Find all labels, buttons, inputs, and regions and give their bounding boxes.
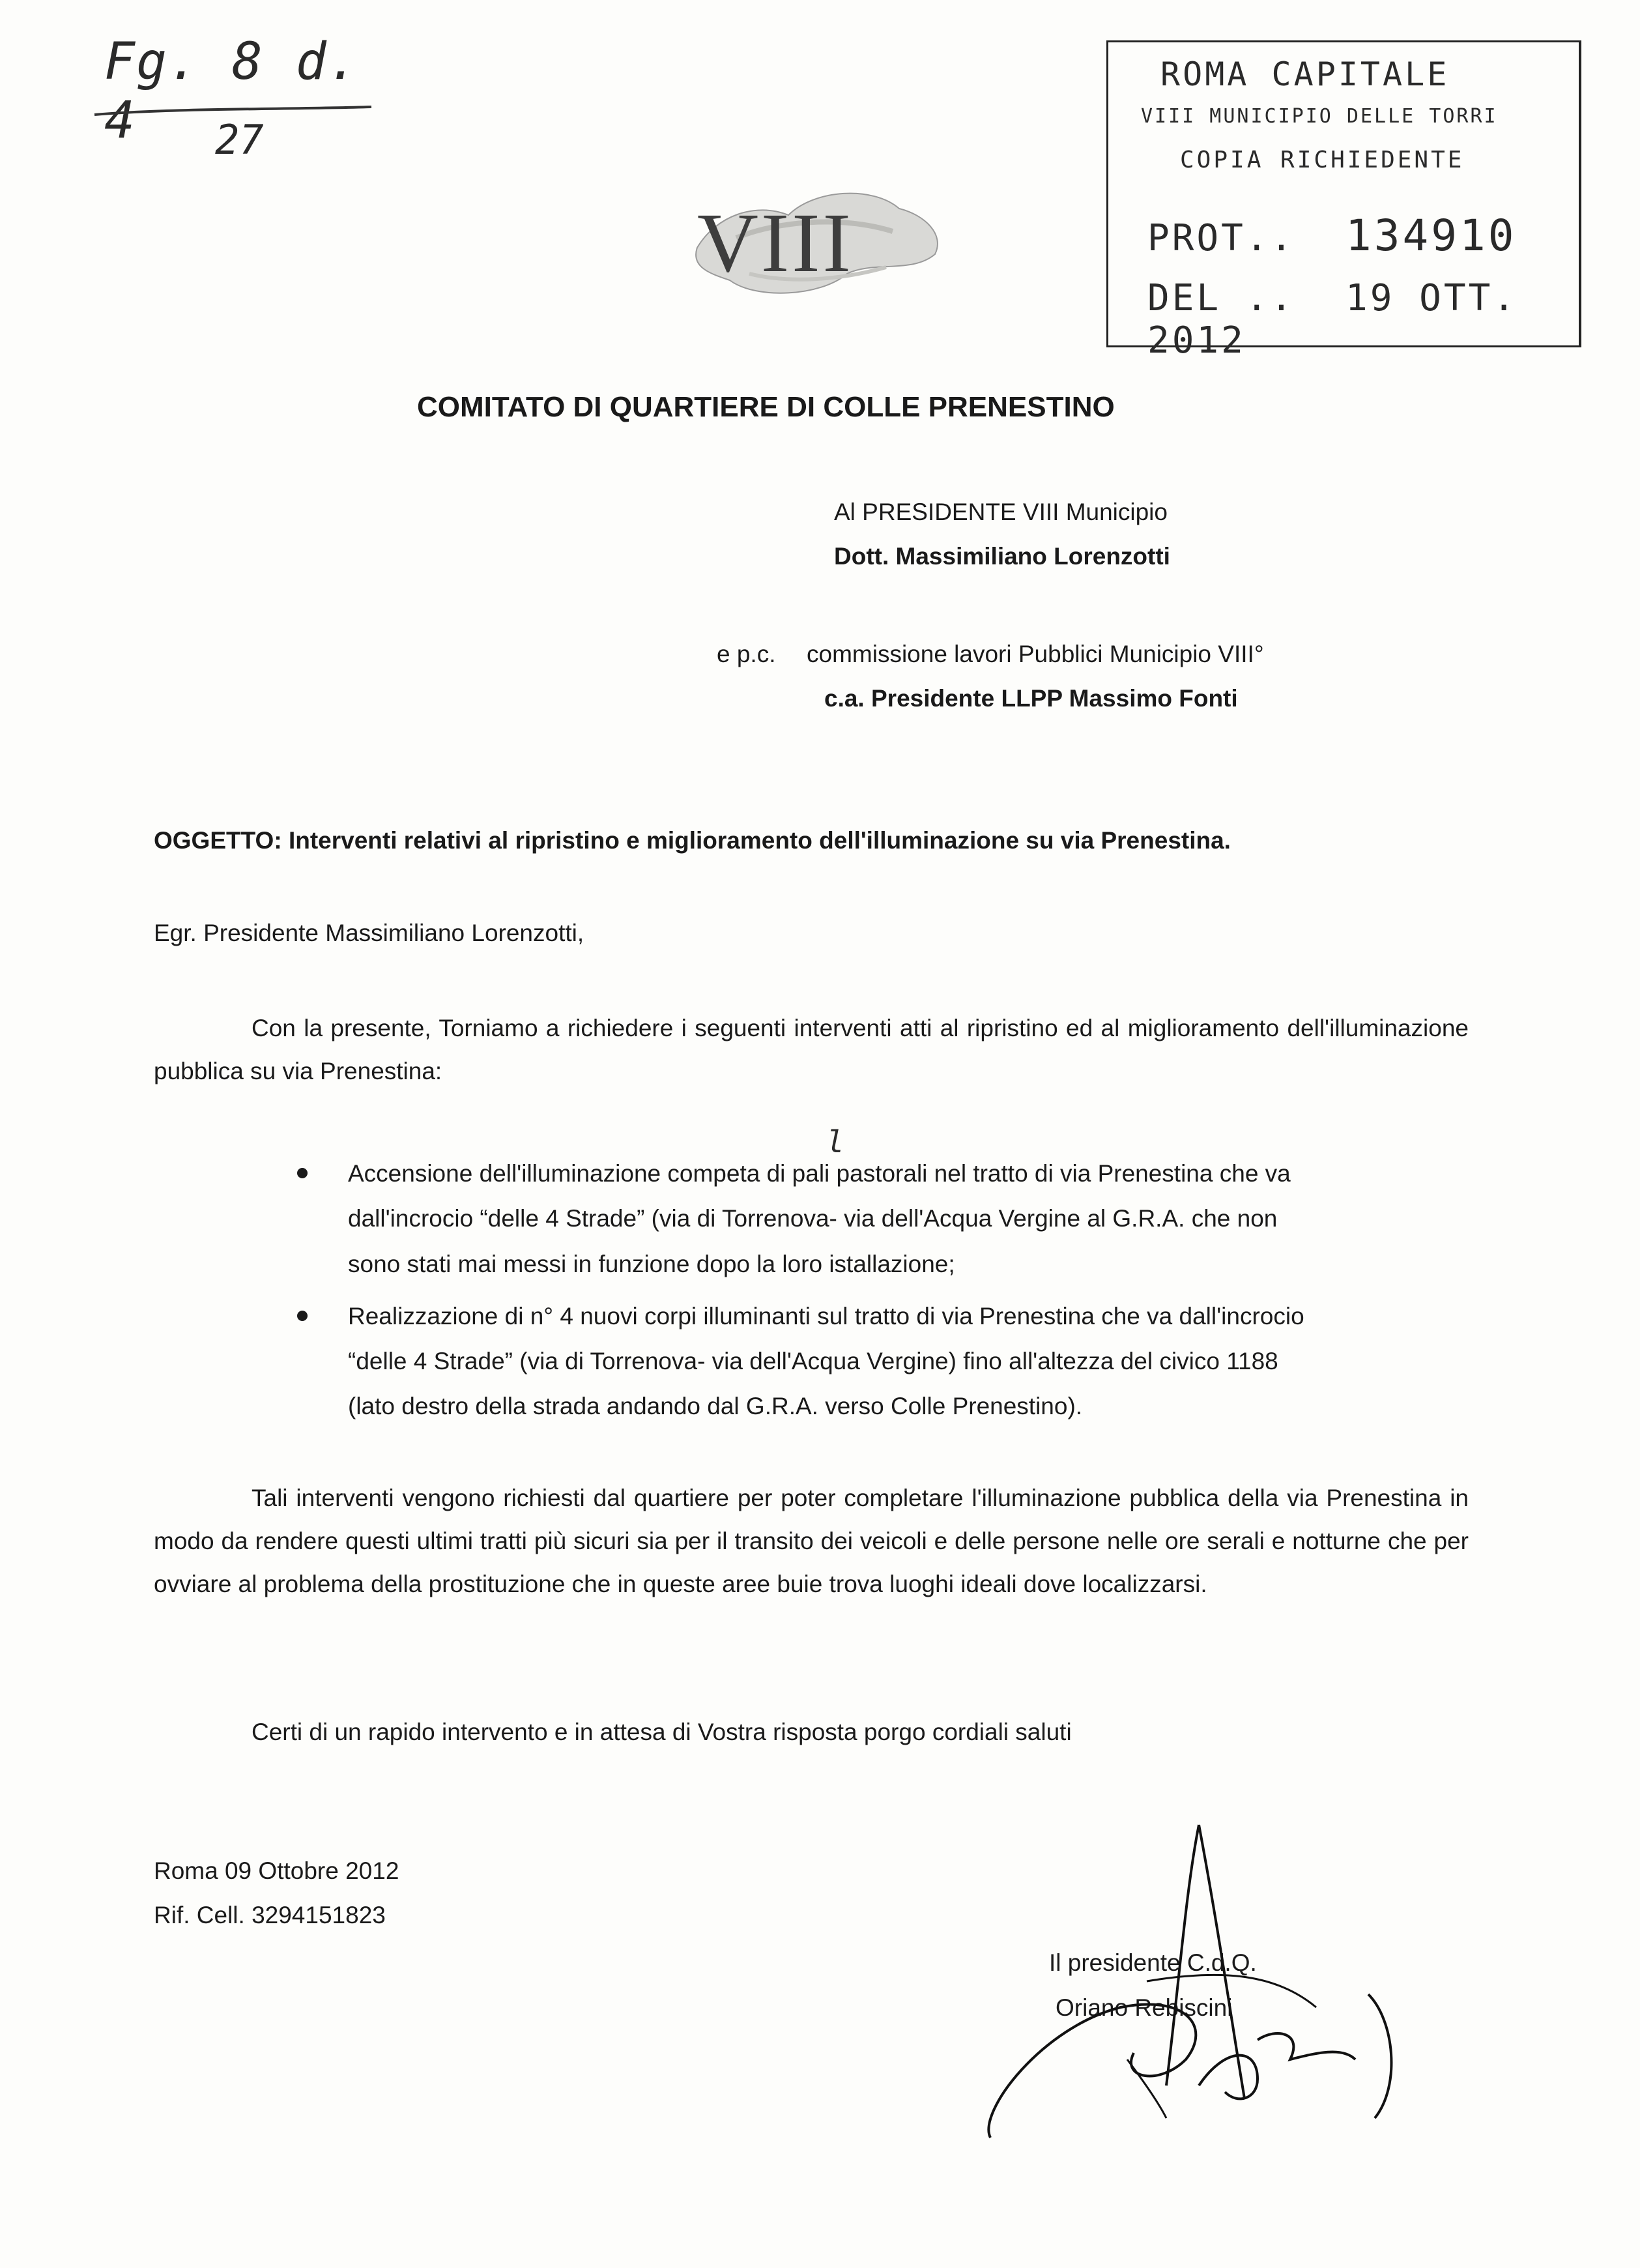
handwritten-signature bbox=[951, 1812, 1460, 2151]
archive-note-number: 27 bbox=[215, 116, 264, 164]
bullet-2-line-3: (lato destro della strada andando dal G.R.A. verso Colle Prenestino). bbox=[348, 1393, 1083, 1419]
body-paragraph: Tali interventi vengono richiesti dal quartiere per poter completare l'illuminazione pubblica della via Prenestina in modo da rendere questi ultimi tratti più sicuri sia per il transito dei veicoli e delle persone nelle ore serali e notturne che per ovviare al problema della prostituzione che in queste aree buie trova luoghi ideali dove localizzarsi. bbox=[154, 1485, 1469, 1597]
cc-label: e p.c. bbox=[717, 641, 776, 667]
phone-reference: Rif. Cell. 3294151823 bbox=[154, 1902, 386, 1928]
bullet-1-line-3: sono stati mai messi in funzione dopo la loro istallazione; bbox=[348, 1251, 955, 1277]
municipio-logo bbox=[678, 176, 951, 306]
stamp-prot-number: 134910 bbox=[1345, 211, 1517, 261]
intro-paragraph: Con la presente, Torniamo a richiedere i seguenti interventi atti al ripristino ed al miglioramento dell'illuminazione pubblica su via Prenestina: bbox=[154, 1015, 1469, 1084]
bullet-2-line-2: “delle 4 Strade” (via di Torrenova- via dell'Acqua Vergine) fino all'altezza del civico 1188 bbox=[348, 1348, 1278, 1374]
recipient-line-1: Al PRESIDENTE VIII Municipio bbox=[834, 499, 1168, 525]
protocol-stamp bbox=[1106, 40, 1581, 362]
salutation: Egr. Presidente Massimiliano Lorenzotti, bbox=[154, 920, 584, 946]
page-title: COMITATO DI QUARTIERE DI COLLE PRENESTINO bbox=[417, 391, 1115, 423]
place-date: Roma 09 Ottobre 2012 bbox=[154, 1857, 399, 1884]
stamp-del-row bbox=[1147, 277, 1579, 362]
subject-text: Interventi relativi al ripristino e miglioramento dell'illuminazione su via Prenestina. bbox=[288, 827, 1231, 854]
logo-text: VIII bbox=[697, 196, 854, 290]
cc-line-2: c.a. Presidente LLPP Massimo Fonti bbox=[824, 685, 1238, 712]
subject bbox=[154, 828, 1231, 852]
bullet-2-line-1: Realizzazione di n° 4 nuovi corpi illuminanti sul tratto di via Prenestina che va dall'incrocio bbox=[348, 1303, 1304, 1330]
stamp-del-label: DEL .. bbox=[1147, 277, 1295, 319]
stamp-prot-label: PROT.. bbox=[1147, 217, 1295, 259]
stamp-prot-row bbox=[1147, 211, 1516, 261]
bullet-1-marker bbox=[297, 1168, 308, 1178]
recipient-line-2: Dott. Massimiliano Lorenzotti bbox=[834, 543, 1170, 570]
closing-line: Certi di un rapido intervento e in attesa di Vostra risposta porgo cordiali saluti bbox=[252, 1719, 1072, 1745]
handwritten-insert: l bbox=[826, 1124, 844, 1159]
bullet-2-marker bbox=[297, 1311, 308, 1321]
signature-name: Oriano Rebiscini bbox=[1056, 1994, 1233, 2021]
stamp-line-1: ROMA CAPITALE bbox=[1160, 55, 1450, 93]
bullet-1-line-1: Accensione dell'illuminazione competa di pali pastorali nel tratto di via Prenestina che va bbox=[348, 1160, 1291, 1187]
cc-line-1: commissione lavori Pubblici Municipio VIII° bbox=[807, 641, 1264, 667]
stamp-line-2: VIII MUNICIPIO DELLE TORRI bbox=[1141, 105, 1498, 128]
stamp-line-3: COPIA RICHIEDENTE bbox=[1180, 147, 1465, 173]
bullet-1-line-2: dall'incrocio “delle 4 Strade” (via di Torrenova- via dell'Acqua Vergine al G.R.A. che non bbox=[348, 1205, 1278, 1232]
signature-title: Il presidente C.d.Q. bbox=[1049, 1949, 1257, 1976]
archive-note-ref: Fg. 8 d. 4 bbox=[104, 33, 360, 150]
subject-label: OGGETTO: bbox=[154, 827, 282, 854]
archive-note bbox=[91, 33, 378, 163]
stamp-del-date: 19 OTT. 2012 bbox=[1147, 277, 1518, 362]
